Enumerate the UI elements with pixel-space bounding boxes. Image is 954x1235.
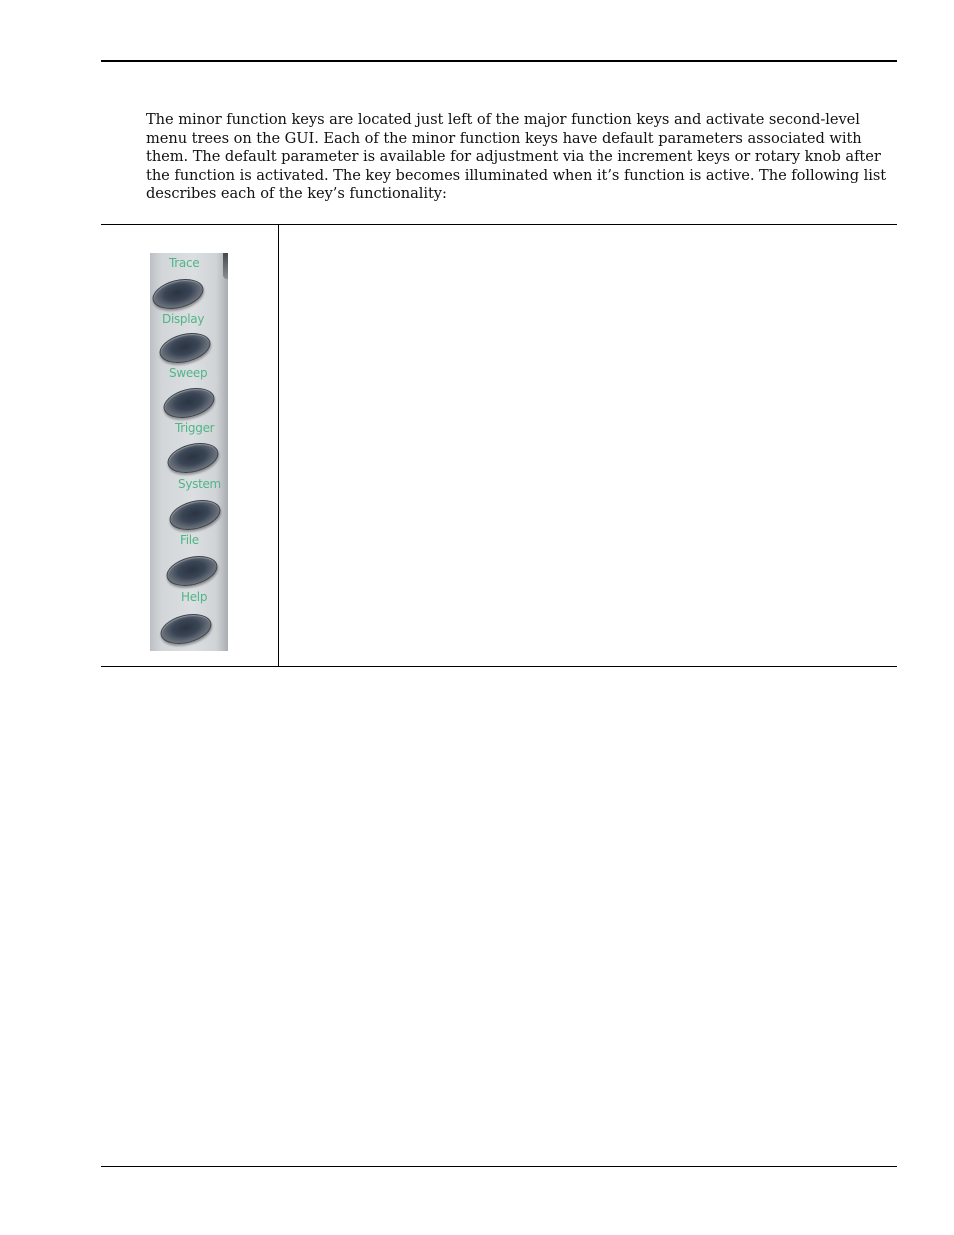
help-key-label: Help (181, 590, 208, 604)
minor-function-keypad-photo (150, 253, 228, 651)
display-key-label: Display (162, 312, 205, 326)
file-key[interactable] (163, 551, 220, 591)
panel-edge (223, 253, 228, 279)
header-rule (101, 60, 897, 62)
trace-key-label: Trace (169, 256, 200, 270)
file-key-label: File (180, 533, 199, 547)
help-key[interactable] (157, 609, 214, 649)
system-key-label: System (178, 477, 221, 491)
system-key[interactable] (166, 495, 223, 535)
trigger-key-label: Trigger (175, 421, 215, 435)
sweep-key[interactable] (160, 383, 217, 423)
key-description-table (101, 224, 897, 667)
sweep-key-label: Sweep (169, 366, 208, 380)
display-key[interactable] (156, 328, 213, 368)
trace-key[interactable] (150, 274, 207, 314)
intro-paragraph: The minor function keys are located just left of the major function keys and activate second-level menu trees on the GUI. Each of the minor function keys have default parameters associated with them. The default parameter is available for adjustment via the increment keys or rotary knob after the function is activated. The key becomes illuminated when it’s function is active. The following list describes each of the key’s functionality: (146, 111, 887, 203)
footer-rule (101, 1166, 897, 1167)
trigger-key[interactable] (164, 438, 221, 478)
table-column-divider (278, 225, 279, 666)
